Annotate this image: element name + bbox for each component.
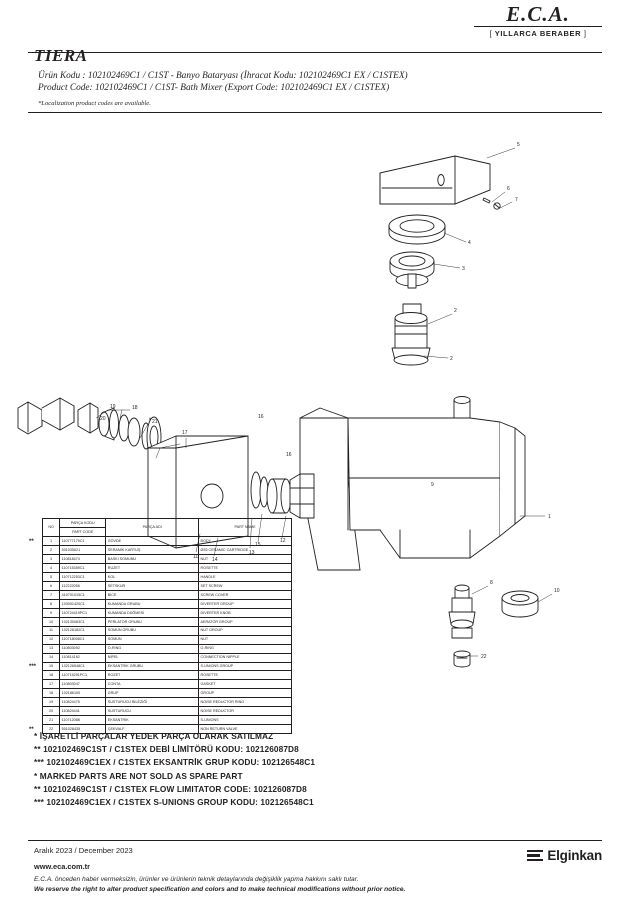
part-name-tr: ROZET (106, 671, 199, 680)
svg-text:3: 3 (462, 266, 465, 272)
svg-text:11: 11 (193, 554, 199, 560)
footer-divider (28, 840, 602, 841)
part-code: 501028435 (60, 725, 106, 734)
bracket-left: [ (489, 29, 493, 38)
svg-text:21: 21 (152, 419, 158, 425)
svg-text:20: 20 (100, 416, 106, 422)
part-name-en: NOISE REDUCTOR RING (199, 698, 292, 707)
part-name-tr: GÖVDE (106, 536, 199, 545)
svg-text:19: 19 (110, 404, 116, 410)
svg-text:10: 10 (554, 588, 560, 594)
part-number: 7 (43, 590, 60, 599)
part-code: 110715291PC1 (60, 671, 106, 680)
elginkan-bars-icon (527, 850, 543, 862)
diverter-group (449, 585, 475, 638)
spout-outlet (500, 422, 525, 536)
part-code: 103051420C1 (60, 599, 106, 608)
part-name-tr: O-RİNG (106, 644, 199, 653)
part-name-tr: PERLATOR GRUBU (106, 617, 199, 626)
product-code-block (38, 70, 408, 110)
parts-table-head (43, 519, 292, 537)
part-name-en: NON RETURN VALVE (199, 725, 292, 734)
part-number: 22 ** (43, 725, 60, 734)
table-row (43, 653, 292, 662)
part-code: 112222056 (60, 581, 106, 590)
part-number: 3 (43, 554, 60, 563)
col-header-name-tr: PARÇA ADI (106, 519, 199, 537)
part-name-en: NOISE REDUCTOR (199, 707, 292, 716)
localization-note: *Localization product codes are available. (38, 99, 151, 107)
svg-text:2: 2 (450, 356, 453, 362)
part-number: 4 (43, 563, 60, 572)
diverter-knob (502, 591, 538, 617)
s-union-left-group (18, 398, 161, 457)
part-name-tr: SUSTURUCU BİLEZİĞİ (106, 698, 199, 707)
part-number: 9 (43, 608, 60, 617)
part-name-en: GASKET (199, 680, 292, 689)
part-name-tr: SETSKUR (106, 581, 199, 590)
row-asterisk-marker: ** (29, 538, 34, 545)
col-header-code-tr: PARÇA KODU (60, 519, 106, 528)
part-name-tr: BİCE (106, 590, 199, 599)
part-name-tr: RUZET (106, 563, 199, 572)
header-divider-top (28, 52, 602, 53)
part-name-tr: BASKI SOMUNU (106, 554, 199, 563)
part-name-en: SCREW COVER (199, 590, 292, 599)
part-name-tr: SOMUN (106, 635, 199, 644)
table-row (43, 599, 292, 608)
part-number: 21 (43, 716, 60, 725)
footnotes-block (34, 730, 315, 809)
eca-tagline-text: YILLARCA BERABER (494, 29, 582, 38)
eca-logo (474, 4, 602, 38)
part-name-tr: SERAMİK KARTUŞ (106, 545, 199, 554)
part-number: 5 (43, 572, 60, 581)
svg-text:13: 13 (249, 550, 255, 556)
part-name-en: ROSETTE (199, 563, 292, 572)
part-code: 102126548C1 (60, 662, 106, 671)
svg-text:7: 7 (515, 197, 518, 203)
part-code: 501035021 (60, 545, 106, 554)
svg-text:4: 4 (468, 240, 471, 246)
svg-text:17: 17 (182, 430, 188, 436)
header-divider-bottom (28, 112, 602, 113)
parts-table (29, 518, 292, 734)
part-name-tr: NİPEL (106, 653, 199, 662)
footnote-line: * MARKED PARTS ARE NOT SOLD AS SPARE PART (34, 770, 243, 781)
part-number: 10 (43, 617, 60, 626)
part-name-en: Ø35 CERAMIC CARTRIDGE (199, 545, 292, 554)
table-row (43, 581, 292, 590)
table-row (43, 536, 292, 545)
part-name-tr: EKSANTRİK GRUBU (106, 662, 199, 671)
part-code: 102130083C1 (60, 617, 106, 626)
table-row (43, 671, 292, 680)
part-name-tr: ÇEKVALF (106, 725, 199, 734)
table-row (43, 635, 292, 644)
part-name-tr: KUMANDA DÜĞMESİ (106, 608, 199, 617)
part-number: 1 ** (43, 536, 60, 545)
elginkan-logo (527, 848, 602, 863)
mixer-body (300, 397, 500, 571)
svg-text:16: 16 (286, 452, 292, 458)
part-number: 14 (43, 653, 60, 662)
svg-text:9: 9 (431, 482, 434, 488)
part-code: 110724419PC1 (60, 608, 106, 617)
part-name-en: HANDLE (199, 572, 292, 581)
table-row (43, 644, 292, 653)
part-code: 110824441 (60, 707, 106, 716)
svg-text:12: 12 (280, 538, 286, 544)
eca-tagline (474, 29, 602, 38)
svg-text:1: 1 (548, 514, 551, 520)
part-name-en: GROUP (199, 689, 292, 698)
svg-text:14: 14 (212, 557, 218, 563)
part-code: 102186100 (60, 689, 106, 698)
part-name-en: DIVERTER GROUP (199, 599, 292, 608)
elginkan-wordmark: Elginkan (547, 848, 602, 863)
handle-lever (380, 156, 490, 204)
table-row (43, 689, 292, 698)
eca-brand-mark: E.C.A. (506, 2, 570, 26)
disclaimer-tr: E.C.A. önceden haber vermeksizin, ürünler ve ürünlerin teknik detaylarında değişiklik yapma hakkını saklı tutar. (34, 876, 359, 883)
table-row (43, 617, 292, 626)
part-code: 110818474 (60, 554, 106, 563)
svg-text:18: 18 (132, 405, 138, 411)
table-row (43, 707, 292, 716)
col-header-name-en: PART NAME (199, 519, 292, 537)
part-name-en: S-UNIONS GROUP (199, 662, 292, 671)
svg-text:15: 15 (255, 542, 261, 548)
footnote-line: ** 102102469C1ST / C1STEX DEBİ LİMİTÖRÜ KODU: 102126087D8 (34, 744, 299, 755)
part-code: 110712088 (60, 716, 106, 725)
table-row (43, 626, 292, 635)
table-row (43, 680, 292, 689)
footnote-line: ** 102102469C1ST / C1STEX FLOW LIMITATOR CODE: 102126087D8 (34, 783, 307, 794)
svg-text:8: 8 (490, 580, 493, 586)
part-number: 19 (43, 698, 60, 707)
disclaimer-en: We reserve the right to alter product specification and colors and to make technical modifications without prior notice. (34, 886, 406, 893)
svg-text:16: 16 (258, 414, 264, 420)
part-number: 2 (43, 545, 60, 554)
set-screw (483, 198, 500, 209)
part-number: 17 (43, 680, 60, 689)
part-name-en: BODY (199, 536, 292, 545)
footnote-line: *** 102102469C1EX / C1STEX S-UNIONS GROUP KODU: 102126548C1 (34, 797, 314, 808)
part-number: 12 (43, 635, 60, 644)
table-row (43, 662, 292, 671)
part-name-en: NUT (199, 554, 292, 563)
handle-rosette (389, 215, 445, 244)
table-row (43, 563, 292, 572)
part-name-en: NUT GROUP (199, 626, 292, 635)
table-row (43, 698, 292, 707)
footnote-line: * İŞARETLİ PARÇALAR YEDEK PARÇA OLARAK SATILMAZ (34, 731, 274, 741)
part-name-en: DIVERTER KNOB (199, 608, 292, 617)
part-code: 110803092 (60, 644, 106, 653)
website-url[interactable]: www.eca.com.tr (34, 862, 90, 871)
part-code: 110814162 (60, 653, 106, 662)
part-name-en: ROSETTE (199, 671, 292, 680)
part-number: 15 *** (43, 662, 60, 671)
parts-table-container (29, 518, 292, 734)
part-number: 6 (43, 581, 60, 590)
part-number: 16 (43, 671, 60, 680)
footnote-line: *** 102102469C1EX / C1STEX EKSANTRİK GRUP KODU: 102126548C1 (34, 757, 316, 768)
part-name-en: O-RING (199, 644, 292, 653)
part-name-tr: CONTA (106, 680, 199, 689)
part-number: 18 (43, 689, 60, 698)
part-name-en: SET SCREW (199, 581, 292, 590)
part-name-en: S-UNIONS (199, 716, 292, 725)
part-name-en: AERATOR GROUP (199, 617, 292, 626)
page-footer (34, 846, 454, 895)
part-number: 11 (43, 626, 60, 635)
table-row (43, 716, 292, 725)
part-code: 110824475 (60, 698, 106, 707)
part-name-tr: SUSTURUCU (106, 707, 199, 716)
table-row (43, 572, 292, 581)
part-name-tr: GRUP (106, 689, 199, 698)
svg-text:22: 22 (481, 654, 487, 660)
table-row (43, 545, 292, 554)
table-row (43, 554, 292, 563)
part-code: 102126182C1 (60, 626, 106, 635)
part-name-tr: SOMUN GRUBU (106, 626, 199, 635)
part-name-en: NUT (199, 635, 292, 644)
page-title: TIERA (34, 46, 88, 65)
part-name-en: CONNECTION NIPPLE (199, 653, 292, 662)
part-code: 110718008C1 (60, 635, 106, 644)
part-code: 410701015C1 (60, 590, 106, 599)
product-code-tr: Ürün Kodu : 102102469C1 / C1ST - Banyo Bataryası (İhracat Kodu: 102102469C1 EX / C1STEX) (38, 71, 408, 81)
part-code: 110803047 (60, 680, 106, 689)
logo-divider (474, 26, 602, 27)
col-header-code-en: PART CODE (60, 527, 106, 536)
product-code-en: Product Code: 102102469C1 / C1ST- Bath Mixer (Export Code: 102102469C1 EX / C1STEX) (38, 83, 390, 94)
svg-text:2: 2 (454, 308, 457, 314)
table-header-row (43, 519, 292, 528)
table-row (43, 608, 292, 617)
part-name-tr: KOL (106, 572, 199, 581)
row-asterisk-marker: ** (29, 727, 34, 734)
ceramic-cartridge (392, 274, 430, 365)
part-name-tr: KUMANDA GRUBU (106, 599, 199, 608)
non-return-valve (454, 651, 470, 667)
row-asterisk-marker: *** (29, 664, 37, 671)
part-code: 110712253C1 (60, 572, 106, 581)
bracket-right: ] (583, 29, 587, 38)
parts-table-body (29, 536, 292, 734)
part-number: 8 (43, 599, 60, 608)
part-number: 13 (43, 644, 60, 653)
part-number: 20 (43, 707, 60, 716)
svg-text:5: 5 (517, 142, 520, 148)
page-header (28, 0, 602, 46)
publication-date: Aralık 2023 / December 2023 (34, 846, 133, 855)
svg-text:6: 6 (507, 186, 510, 192)
connection-parts (251, 472, 314, 518)
col-header-no: NO (43, 519, 60, 537)
part-name-tr: EKSANTRİK (106, 716, 199, 725)
part-code: 110777179C1 (60, 536, 106, 545)
table-row (43, 590, 292, 599)
part-code: 110715359C1 (60, 563, 106, 572)
